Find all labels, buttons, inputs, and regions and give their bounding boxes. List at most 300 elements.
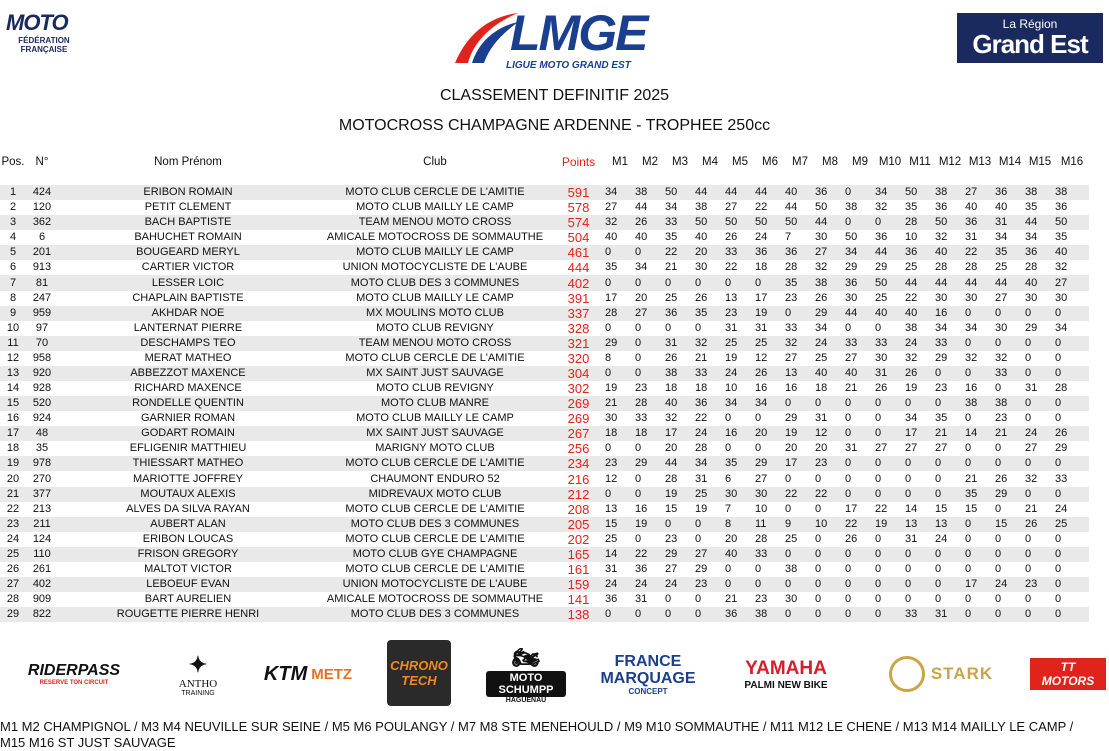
cell-m7: 22 — [785, 487, 815, 502]
cell-pos: 1 — [0, 185, 26, 200]
table-row — [0, 411, 1089, 426]
cell-club: MOTO CLUB DES 3 COMMUNES — [318, 607, 552, 622]
table-row — [0, 607, 1089, 622]
cell-m16: 25 — [1055, 517, 1089, 532]
rabbit-icon: ✦ — [188, 651, 208, 677]
cell-m14: 34 — [995, 231, 1008, 244]
cell-m6: 17 — [755, 291, 768, 304]
cell-club: AMICALE MOTOCROSS DE SOMMAUTHE — [326, 593, 544, 606]
cell-n: 377 — [26, 487, 58, 502]
column-header-9: M5 — [732, 156, 748, 168]
table-row — [0, 396, 1089, 411]
cell-m11: 28 — [905, 215, 935, 230]
cell-m15: 0 — [1025, 562, 1032, 575]
cell-m10: 30 — [875, 351, 888, 364]
table-row — [0, 577, 1089, 592]
cell-m4: 40 — [695, 231, 708, 244]
cell-m5: 26 — [725, 231, 738, 244]
cell-pos: 11 — [0, 336, 26, 351]
cell-m15: 0 — [1025, 487, 1055, 502]
cell-m4: 19 — [695, 502, 708, 515]
cell-m14: 26 — [995, 472, 1008, 485]
table-row — [0, 592, 1089, 607]
cell-m11: 24 — [905, 336, 935, 351]
cell-m7: 27 — [785, 351, 798, 364]
cell-m7: 35 — [785, 275, 815, 290]
cell-m11: 14 — [905, 502, 918, 515]
cell-m7: 50 — [785, 215, 815, 230]
cell-m10: 50 — [875, 275, 905, 290]
cell-m5: 20 — [725, 532, 738, 545]
cell-nom-pr-nom: ERIBON LOUCAS — [142, 532, 234, 545]
cell-m5: 6 — [725, 472, 732, 485]
cell-points: 328 — [567, 320, 590, 336]
cell-m2: 27 — [635, 306, 665, 321]
cell-m4: 26 — [695, 291, 708, 304]
cell-m2: 16 — [635, 502, 648, 515]
cell-m8: 0 — [815, 502, 822, 515]
cell-m12: 50 — [935, 215, 965, 230]
cell-nom-pr-nom: AUBERT ALAN — [58, 517, 318, 532]
cell-club: MOTO CLUB MAILLY LE CAMP — [356, 412, 514, 425]
cell-m2: 0 — [635, 472, 642, 485]
cell-club: MOTO CLUB GYE CHAMPAGNE — [318, 547, 552, 562]
cell-m10: 27 — [875, 442, 888, 455]
cell-m13: 14 — [965, 426, 995, 441]
cell-m4: 25 — [695, 487, 725, 502]
cell-m13: 22 — [965, 245, 995, 260]
cell-m15: 0 — [1025, 547, 1055, 562]
cell-m8: 26 — [815, 291, 828, 304]
cell-m9: 38 — [845, 201, 858, 214]
cell-n: 213 — [32, 502, 52, 515]
cell-m15: 27 — [1025, 442, 1038, 455]
cell-m1: 31 — [605, 562, 618, 575]
cell-m13: 21 — [965, 472, 978, 485]
cell-m1: 0 — [605, 366, 635, 381]
table-row — [0, 336, 1089, 351]
cell-m16: 0 — [1055, 351, 1062, 364]
cell-pos: 28 — [6, 593, 20, 606]
cell-m15: 0 — [1025, 396, 1055, 411]
cell-club: MIDREVAUX MOTO CLUB — [318, 487, 552, 502]
cell-m15: 34 — [1025, 231, 1038, 244]
cell-m11: 19 — [905, 382, 918, 395]
cell-m1: 34 — [605, 185, 635, 200]
cell-m4: 44 — [695, 185, 725, 200]
cell-m7: 19 — [785, 426, 815, 441]
cell-m7: 13 — [785, 366, 815, 381]
cell-m5: 30 — [725, 487, 755, 502]
cell-m3: 21 — [665, 261, 678, 274]
sponsor-stark — [882, 636, 1000, 712]
cell-m9: 17 — [845, 502, 858, 515]
cell-m4: 36 — [695, 396, 725, 411]
cell-m3: 33 — [665, 215, 695, 230]
cell-m7: 30 — [785, 593, 798, 606]
cell-m3: 23 — [665, 532, 678, 545]
cell-m11: 0 — [905, 487, 935, 502]
sponsor-riderpass — [18, 636, 130, 712]
sponsor-ktm-tagline: METZ — [311, 665, 353, 683]
cell-club: CHAUMONT ENDURO 52 — [370, 472, 500, 485]
cell-n: 110 — [26, 547, 58, 562]
cell-m10: 0 — [875, 215, 905, 230]
column-header-12: M8 — [822, 156, 838, 168]
cell-m13: 0 — [965, 532, 972, 545]
column-header-16: M12 — [938, 156, 962, 168]
cell-m8: 0 — [815, 577, 845, 592]
cell-m12: 28 — [935, 261, 948, 274]
sponsor-schumpp-tagline: HAGUENAU — [505, 696, 547, 704]
cell-points: 269 — [567, 411, 590, 427]
federation-logo-line3: FRANÇAISE — [20, 45, 68, 54]
cell-nom-pr-nom: BAHUCHET ROMAIN — [134, 231, 242, 244]
cell-m7: 28 — [785, 261, 798, 274]
cell-m13: 15 — [965, 502, 978, 515]
cell-nom-pr-nom: BART AURELIEN — [144, 593, 232, 606]
cell-pos: 27 — [0, 577, 26, 592]
cell-m3: 24 — [665, 577, 695, 592]
table-row — [0, 351, 1089, 366]
cell-m5: 34 — [725, 396, 755, 411]
cell-m9: 31 — [845, 442, 858, 455]
table-row — [0, 230, 1089, 245]
cell-m14: 0 — [995, 547, 1025, 562]
cell-m11: 13 — [905, 517, 935, 532]
cell-m3: 50 — [665, 185, 695, 200]
cell-m5: 23 — [725, 306, 755, 321]
cell-club: MOTO CLUB DES 3 COMMUNES — [318, 275, 552, 290]
cell-m11: 17 — [905, 426, 935, 441]
cell-club: MOTO CLUB CERCLE DE L'AMITIE — [345, 532, 525, 545]
cell-m10: 0 — [875, 396, 905, 411]
region-logo-line2: Grand Est — [972, 29, 1088, 59]
cell-m16: 0 — [1055, 562, 1062, 575]
cell-m16: 40 — [1055, 245, 1089, 260]
cell-m11: 10 — [905, 231, 918, 244]
cell-nom-pr-nom: RICHARD MAXENCE — [134, 382, 242, 395]
cell-m3: 0 — [665, 593, 672, 606]
cell-m6: 27 — [755, 472, 768, 485]
cell-points: 212 — [552, 487, 605, 502]
cell-m1: 12 — [605, 472, 618, 485]
cell-m9: 26 — [845, 532, 858, 545]
cell-m3: 38 — [665, 366, 695, 381]
cell-m6: 22 — [755, 201, 768, 214]
cell-points: 402 — [552, 275, 605, 290]
cell-m4: 28 — [695, 442, 708, 455]
cell-m5: 27 — [725, 201, 738, 214]
cell-club: UNION MOTOCYCLISTE DE L'AUBE — [318, 577, 552, 592]
cell-club: MOTO CLUB MAILLY LE CAMP — [356, 291, 514, 304]
sponsor-schumpp — [486, 636, 566, 712]
cell-m13: 0 — [965, 593, 972, 606]
cell-m16: 34 — [1055, 321, 1068, 334]
cell-m3: 29 — [665, 547, 695, 562]
cell-club: MOTO CLUB MANRE — [318, 396, 552, 411]
cell-n: 924 — [32, 412, 52, 425]
column-header-11: M7 — [792, 156, 808, 168]
cell-m6: 30 — [755, 487, 785, 502]
cell-m7: 29 — [785, 412, 798, 425]
cell-m4: 24 — [695, 426, 725, 441]
column-header-10: M6 — [762, 156, 778, 168]
cell-n: 913 — [32, 261, 52, 274]
cell-m9: 0 — [845, 577, 875, 592]
cell-n: 97 — [35, 321, 49, 334]
cell-m5: 22 — [725, 261, 738, 274]
region-logo — [957, 13, 1103, 63]
cell-m8: 29 — [815, 306, 845, 321]
cell-m7: 20 — [785, 442, 798, 455]
cell-m11: 44 — [905, 275, 935, 290]
cell-pos: 10 — [6, 321, 20, 334]
cell-m2: 29 — [635, 456, 665, 471]
cell-m14: 35 — [995, 245, 1025, 260]
cell-m2: 0 — [635, 532, 642, 545]
cell-m3: 32 — [665, 412, 678, 425]
cell-m11: 33 — [905, 607, 935, 622]
cell-m4: 50 — [695, 215, 725, 230]
cell-m8: 31 — [815, 412, 828, 425]
cell-m12: 21 — [935, 426, 965, 441]
cell-m6: 18 — [755, 261, 768, 274]
cell-m8: 0 — [815, 607, 845, 622]
cell-m13: 0 — [965, 442, 972, 455]
cell-nom-pr-nom: MALTOT VICTOR — [144, 562, 232, 575]
cell-m4: 34 — [695, 456, 725, 471]
cell-m12: 40 — [935, 245, 965, 260]
cell-m15: 26 — [1025, 517, 1055, 532]
cell-m14: 0 — [995, 562, 1002, 575]
sponsor-riderpass-name: RIDERPASS — [27, 662, 121, 679]
cell-m11: 0 — [905, 577, 935, 592]
cell-m8: 0 — [815, 396, 845, 411]
cell-m13: 0 — [965, 517, 995, 532]
cell-m9: 0 — [845, 396, 875, 411]
cell-m3: 0 — [665, 275, 695, 290]
cell-m15: 0 — [1025, 593, 1032, 606]
cell-m12: 0 — [935, 562, 942, 575]
cell-m11: 22 — [905, 291, 918, 304]
cell-m4: 0 — [695, 275, 725, 290]
cell-m12: 27 — [935, 442, 948, 455]
cell-m5: 25 — [725, 336, 755, 351]
cell-m12: 32 — [935, 231, 948, 244]
cell-points: 461 — [552, 245, 605, 260]
cell-m13: 34 — [965, 321, 978, 334]
stark-ring-icon — [889, 656, 925, 692]
cell-m16: 24 — [1055, 502, 1068, 515]
cell-m4: 33 — [695, 366, 725, 381]
sponsor-antho — [168, 636, 228, 712]
cell-pos: 6 — [9, 261, 17, 274]
cell-m3: 17 — [665, 426, 695, 441]
cell-n: 362 — [26, 215, 58, 230]
cell-m8: 30 — [815, 231, 828, 244]
cell-m10: 0 — [875, 593, 882, 606]
table-header — [0, 152, 1089, 172]
cell-m9: 0 — [845, 562, 852, 575]
column-header-8: M4 — [702, 156, 718, 168]
cell-m8: 0 — [815, 532, 822, 545]
cell-n: 920 — [26, 366, 58, 381]
cell-nom-pr-nom: LESSER LOIC — [58, 275, 318, 290]
cell-m10: 33 — [875, 336, 905, 351]
cell-club: MARIGNY MOTO CLUB — [375, 442, 495, 455]
column-header-2: Nom Prénom — [154, 156, 222, 168]
cell-m15: 23 — [1025, 577, 1055, 592]
cell-m13: 0 — [965, 366, 995, 381]
cell-m8: 50 — [815, 201, 828, 214]
cell-m3: 34 — [665, 201, 678, 214]
page-title: CLASSEMENT DEFINITIF 2025 — [439, 87, 670, 104]
cell-nom-pr-nom: FRISON GREGORY — [58, 547, 318, 562]
table-row — [0, 426, 1089, 441]
table-body — [0, 172, 1089, 622]
cell-m4: 20 — [695, 245, 725, 260]
cell-m16: 35 — [1055, 231, 1068, 244]
cell-points: 205 — [552, 517, 605, 532]
cell-m1: 32 — [605, 215, 635, 230]
cell-m11: 0 — [905, 456, 935, 471]
cell-m2: 23 — [635, 382, 648, 395]
cell-m9: 40 — [845, 366, 875, 381]
cell-m5: 13 — [725, 291, 738, 304]
federation-logo — [6, 10, 82, 66]
cell-m4: 0 — [695, 593, 702, 606]
cell-m1: 21 — [605, 396, 635, 411]
cell-m13: 38 — [965, 396, 995, 411]
cell-nom-pr-nom: RONDELLE QUENTIN — [58, 396, 318, 411]
cell-m10: 0 — [875, 321, 882, 334]
cell-m1: 17 — [605, 291, 618, 304]
cell-m12: 33 — [935, 336, 965, 351]
cell-m2: 0 — [635, 336, 665, 351]
cell-m9: 21 — [845, 382, 858, 395]
cell-m16: 0 — [1055, 607, 1089, 622]
sponsor-chronotech — [387, 640, 451, 706]
table-row — [0, 245, 1089, 260]
cell-m1: 8 — [605, 351, 612, 364]
cell-pos: 22 — [6, 502, 20, 515]
cell-m8: 23 — [815, 456, 845, 471]
cell-m6: 33 — [755, 547, 785, 562]
cell-m8: 34 — [815, 321, 828, 334]
cell-m16: 0 — [1055, 547, 1089, 562]
cell-m8: 12 — [815, 426, 845, 441]
table-row — [0, 487, 1089, 502]
cell-m5: 50 — [725, 215, 755, 230]
cell-m6: 38 — [755, 607, 785, 622]
cell-m7: 0 — [785, 607, 815, 622]
cell-nom-pr-nom: LANTERNAT PIERRE — [133, 321, 243, 334]
cell-m2: 0 — [635, 321, 642, 334]
cell-m9: 0 — [845, 456, 875, 471]
cell-n: 247 — [32, 291, 52, 304]
cell-m15: 28 — [1025, 261, 1038, 274]
cell-nom-pr-nom: BOUGEARD MERYL — [58, 245, 318, 260]
cell-m10: 22 — [875, 502, 888, 515]
cell-m9: 0 — [845, 185, 875, 200]
cell-m10: 0 — [875, 487, 905, 502]
cell-m12: 36 — [935, 201, 948, 214]
cell-n: 48 — [26, 426, 58, 441]
cell-m12: 44 — [935, 275, 965, 290]
cell-m9: 30 — [845, 291, 858, 304]
cell-n: 822 — [26, 607, 58, 622]
cell-points: 159 — [552, 577, 605, 592]
cell-m13: 28 — [965, 261, 978, 274]
cell-m2: 0 — [635, 351, 642, 364]
cell-m2: 0 — [635, 442, 642, 455]
cell-m6: 36 — [755, 245, 785, 260]
cell-club: MOTO CLUB DES 3 COMMUNES — [318, 517, 552, 532]
cell-m16: 0 — [1055, 336, 1089, 351]
cell-m12: 13 — [935, 517, 965, 532]
cell-m10: 0 — [875, 426, 905, 441]
cell-nom-pr-nom: BACH BAPTISTE — [58, 215, 318, 230]
column-header-7: M3 — [672, 156, 688, 168]
cell-pos: 18 — [6, 442, 20, 455]
cell-m2: 0 — [635, 275, 665, 290]
cell-m10: 0 — [875, 532, 882, 545]
cell-m3: 26 — [665, 351, 678, 364]
cell-m13: 30 — [965, 291, 978, 304]
cell-m7: 7 — [785, 231, 792, 244]
cell-m6: 0 — [755, 275, 785, 290]
cell-m6: 34 — [755, 396, 785, 411]
cell-m6: 31 — [755, 321, 768, 334]
cell-m5: 44 — [725, 185, 755, 200]
sponsor-chronotech-name: CHRONO — [390, 658, 448, 673]
cell-m4: 35 — [695, 306, 725, 321]
cell-m10: 44 — [875, 245, 905, 260]
cell-m12: 0 — [935, 487, 965, 502]
table-row — [0, 547, 1089, 562]
cell-points: 161 — [567, 561, 590, 577]
cell-m4: 21 — [695, 351, 708, 364]
cell-m5: 7 — [725, 502, 732, 515]
cell-m9: 44 — [845, 306, 875, 321]
cell-m8: 25 — [815, 351, 828, 364]
cell-m5: 19 — [725, 351, 738, 364]
region-logo-line1: La Région — [1002, 17, 1058, 31]
table-row — [0, 502, 1089, 517]
cell-m15: 38 — [1025, 185, 1055, 200]
cell-m6: 50 — [755, 215, 785, 230]
cell-m2: 31 — [635, 593, 648, 606]
cell-m1: 30 — [605, 412, 618, 425]
cell-pos: 8 — [9, 291, 17, 304]
cell-m12: 31 — [935, 607, 965, 622]
table-row — [0, 185, 1089, 200]
cell-m5: 35 — [725, 456, 755, 471]
cell-m2: 34 — [635, 261, 648, 274]
cell-m8: 10 — [815, 517, 845, 532]
cell-m2: 40 — [635, 231, 648, 244]
cell-m13: 32 — [965, 351, 978, 364]
cell-m4: 38 — [695, 201, 708, 214]
cell-m9: 22 — [845, 517, 875, 532]
cell-pos: 7 — [0, 275, 26, 290]
sponsor-ktm — [258, 636, 358, 712]
column-header-4: Points — [561, 155, 596, 169]
cell-club: TEAM MENOU MOTO CROSS — [318, 215, 552, 230]
sponsor-schumpp-name: MOTO SCHUMPP — [486, 671, 566, 697]
cell-m13: 0 — [965, 562, 972, 575]
